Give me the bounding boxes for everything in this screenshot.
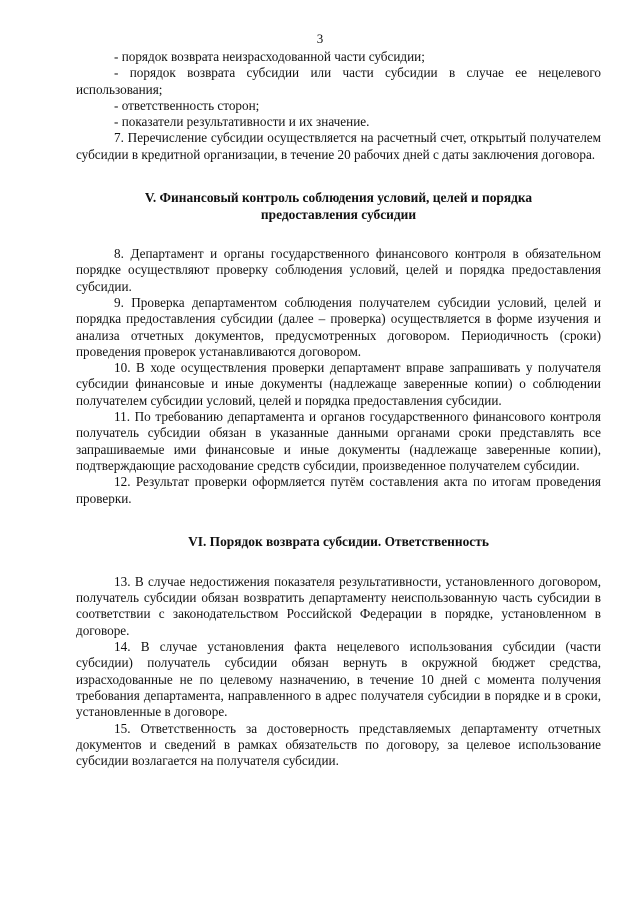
clause-10: 10. В ходе осуществления проверки департамент вправе запрашивать у получателя субсидии финансовые и иные документы (надлежаще заверенные копии) о соблюдении получателем субсидии условий, целей и порядка предоставления субсидии. bbox=[76, 360, 601, 408]
page-number: 3 bbox=[316, 31, 324, 46]
clause-12: 12. Результат проверки оформляется путём составления акта по итогам проведения проверки. bbox=[76, 474, 601, 506]
clause-9: 9. Проверка департаментом соблюдения получателем субсидии условий, целей и порядка предоставления субсидии (далее – проверка) осуществляется в форме изучения и анализа отчетных документов, предусмотренных договором. Периодичность (сроки) проведения проверок устанавливаются договором. bbox=[76, 294, 601, 359]
clause-7: 7. Перечисление субсидии осуществляется на расчетный счет, открытый получателем субсидии в кредитной организации, в течение 20 рабочих дней с даты заключения договора. bbox=[76, 130, 601, 162]
clause-8: 8. Департамент и органы государственного финансового контроля в обязательном порядке осуществляют проверку соблюдения условий, целей и порядка предоставления субсидии. bbox=[76, 246, 601, 294]
document-body bbox=[76, 49, 601, 769]
clause-13: 13. В случае недостижения показателя результативности, установленного договором, получатель субсидии обязан возвратить департаменту неиспользованную часть субсидии в соответствии с законодательством Российской Федерации в порядке, установленном в договоре. bbox=[76, 573, 601, 638]
list-item: - ответственность сторон; bbox=[114, 97, 260, 113]
clause-14: 14. В случае установления факта нецелевого использования субсидии (части субсидии) получатель субсидии обязан вернуть в окружной бюджет средства, израсходованные не по целевому назначению, в течение 10 дней с момента получения требования департамента, направленного в адрес получателя субсидии в порядке и в сроки, установленные в договоре. bbox=[76, 639, 601, 720]
list-item: - порядок возврата субсидии или части субсидии в случае ее нецелевого использования; bbox=[76, 65, 601, 97]
list-item: - показатели результативности и их значение. bbox=[114, 114, 370, 130]
clause-11: 11. По требованию департамента и органов государственного финансового контроля получатель субсидии обязан в указанные данными органами сроки представлять все запрашиваемые ими финансовые и иные документы (надлежаще заверенные копии), подтверждающие расходование средств субсидии, произведенное получателем субсидии. bbox=[76, 409, 601, 473]
section-6-heading: VI. Порядок возврата субсидии. Ответственность bbox=[188, 533, 489, 549]
list-item: - порядок возврата неизрасходованной части субсидии; bbox=[114, 49, 425, 64]
clause-15: 15. Ответственность за достоверность представляемых департаменту отчетных документов и сведений в рамках обязательств по договору, за целевое использование субсидии возлагается на получателя субсидии. bbox=[76, 720, 601, 769]
section-5-heading: V. Финансовый контроль соблюдения условий, целей и порядка предоставления субсидии bbox=[144, 190, 533, 223]
